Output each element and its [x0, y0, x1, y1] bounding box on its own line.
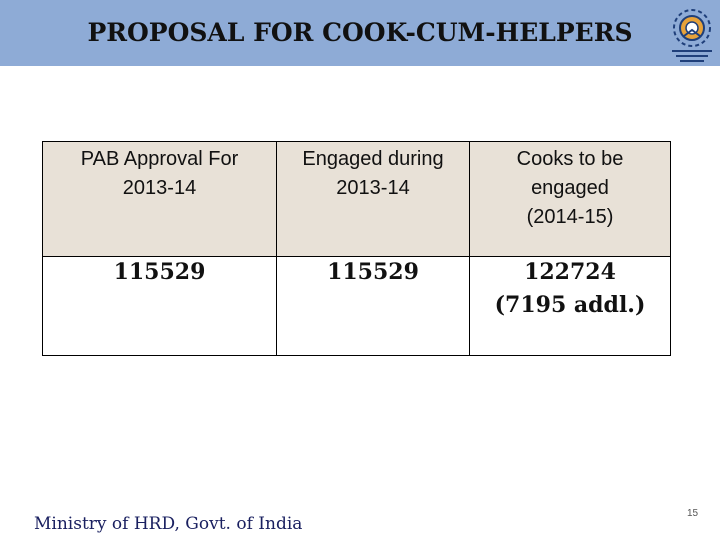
page-number: 15 — [687, 508, 699, 519]
value-engaged-during: 115529 — [327, 259, 419, 285]
footer-ministry: Ministry of HRD, Govt. of India — [34, 514, 303, 534]
value-pab-approval: 115529 — [113, 259, 206, 285]
value-cooks-to-be-engaged: 122724 (7195 addl.) — [494, 259, 646, 318]
header-cooks-to-be-engaged: Cooks to be engaged (2014-15) — [516, 148, 624, 228]
emblem-logo-icon — [666, 6, 718, 64]
header-pab-approval: PAB Approval For 2013-14 — [80, 148, 239, 199]
cook-helpers-table — [42, 141, 671, 356]
slide-title: PROPOSAL FOR COOK-CUM-HELPERS — [87, 18, 633, 47]
header-engaged-during: Engaged during 2013-14 — [302, 148, 444, 199]
